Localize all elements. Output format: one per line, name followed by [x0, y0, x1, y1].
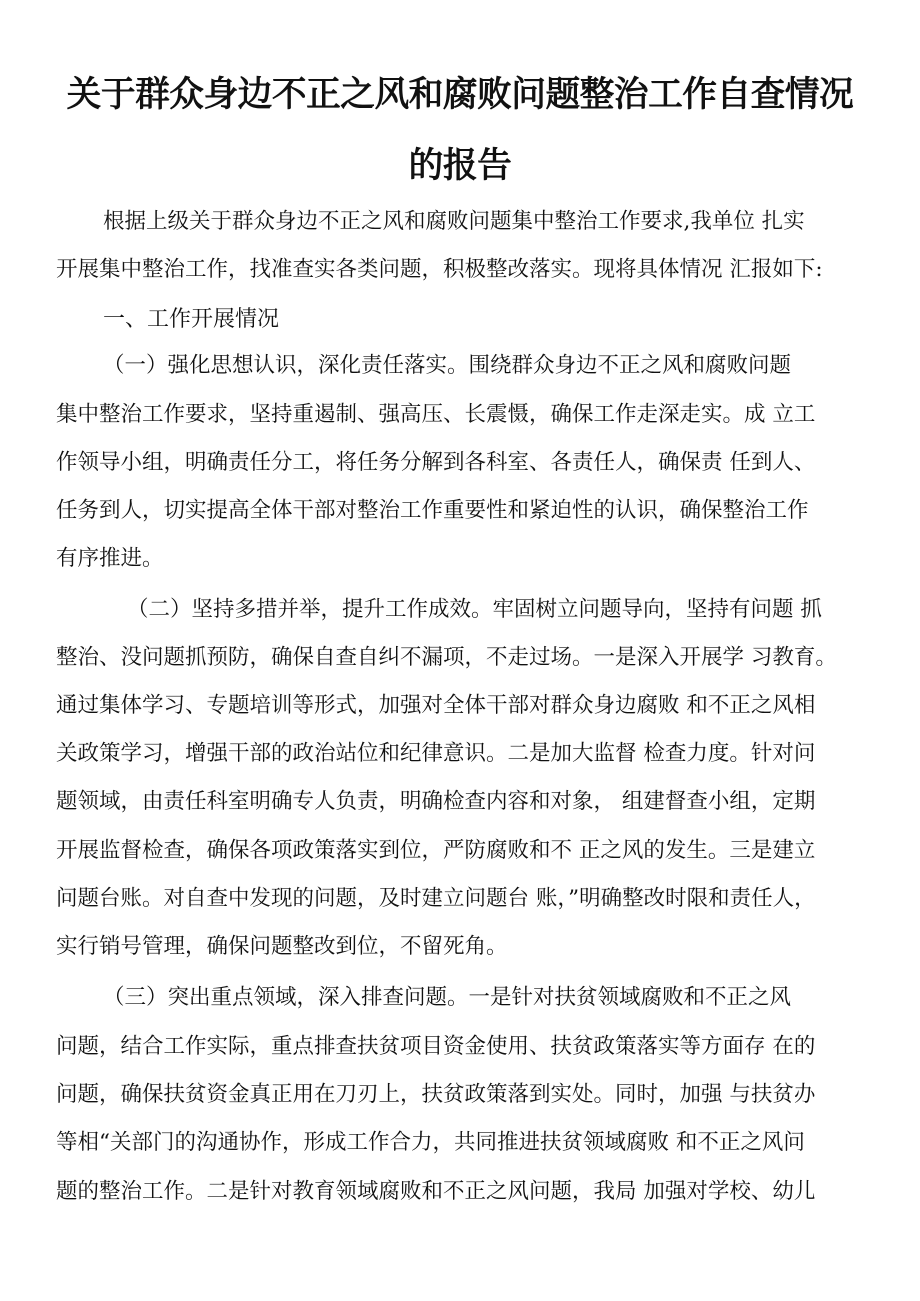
document-title-line-2: 的报告: [408, 146, 512, 186]
para-1-line-1: （一）强化思想认识，深化责任落实。围绕群众身边不正之风和腐败问题: [103, 353, 792, 378]
para-1-line-2: 集中整治工作要求，坚持重遏制、强高压、长震慑，确保工作走深走实。成 立工: [56, 402, 816, 427]
para-2-line-3: 通过集体学习、专题培训等形式，加强对全体干部对群众身边腐败 和不正之风相: [56, 693, 816, 718]
para-2-line-8: 实行销号管理，确保问题整改到位，不留死角。: [56, 934, 508, 959]
para-3-line-2: 问题，结合工作实际，重点排查扶贫项目资金使用、扶贫政策落实等方面存 在的: [56, 1034, 816, 1059]
para-2-line-5: 题领域，由责任科室明确专人负责，明确检查内容和对象， 组建督查小组，定期: [56, 789, 816, 814]
para-2-line-6: 开展监督检查，确保各项政策落实到位，严防腐败和不 正之风的发生。三是建立: [56, 838, 816, 863]
intro-line-1: 根据上级关于群众身边不正之风和腐败问题集中整治工作要求,我单位 扎实: [103, 209, 805, 234]
para-2-line-1: （二）坚持多措并举，提升工作成效。牢固树立问题导向，坚持有问题 抓: [127, 597, 822, 622]
section-heading: 一、工作开展情况: [103, 307, 280, 332]
para-3-line-1: （三）突出重点领域，深入排查问题。一是针对扶贫领域腐败和不正之风: [103, 985, 792, 1010]
para-2-line-4: 关政策学习，增强干部的政治站位和纪律意识。二是加大监督 检查力度。针对问: [56, 741, 816, 766]
document-title-line-1: 关于群众身边不正之风和腐败问题整治工作自查情况: [66, 75, 854, 115]
para-2-line-7: 问题台账。对自查中发现的问题，及时建立问题台 账，”明确整改时限和责任人，: [56, 886, 816, 911]
para-1-line-4: 任务到人，切实提高全体干部对整治工作重要性和紧迫性的认识，确保整治工作: [56, 498, 809, 523]
para-3-line-4: 等相“关部门的沟通协作，形成工作合力，共同推进扶贫领域腐败 和不正之风问: [56, 1130, 805, 1155]
para-3-line-3: 问题，确保扶贫资金真正用在刀刃上，扶贫政策落到实处。同时，加强 与扶贫办: [56, 1082, 816, 1107]
para-2-line-2: 整治、没问题抓预防，确保自查自纠不漏项，不走过场。一是深入开展学 习教育。: [56, 645, 837, 670]
intro-line-2: 开展集中整治工作，找准查实各类问题，积极整改落实。现将具体情况 汇报如下:: [56, 257, 823, 282]
para-1-line-3: 作领导小组，明确责任分工，将任务分解到各科室、各责任人，确保责 任到人、: [56, 450, 816, 475]
para-1-line-5: 有序推进。: [56, 546, 164, 571]
para-3-line-5: 题的整治工作。二是针对教育领域腐败和不正之风问题，我局 加强对学校、幼儿: [56, 1179, 816, 1204]
